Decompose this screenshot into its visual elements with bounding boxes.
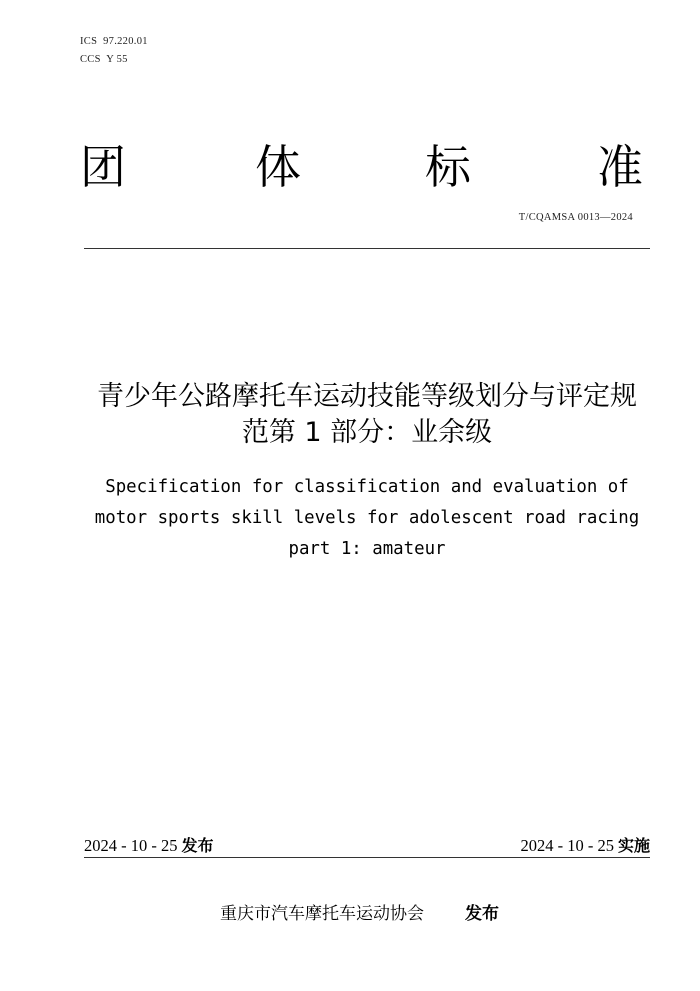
english-title-line-1: Specification for classification and evaluation of	[105, 477, 629, 497]
standard-type-char-4: 准	[597, 140, 643, 194]
implement-date-value: 2024 - 10 - 25	[520, 836, 614, 855]
publisher-action: 发布	[465, 904, 499, 924]
publish-date-label: 发布	[181, 836, 214, 855]
header-divider	[84, 248, 650, 249]
footer-divider	[84, 857, 650, 858]
standard-type-char-2: 体	[255, 140, 301, 194]
chinese-title-line-1: 青少年公路摩托车运动技能等级划分与评定规	[97, 381, 637, 412]
standard-type-char-1: 团	[80, 140, 126, 194]
chinese-title-line-2: 范第 1 部分：业余级	[241, 417, 493, 448]
publish-date	[84, 836, 214, 855]
implement-date	[520, 836, 650, 855]
english-title-line-2: motor sports skill levels for adolescent road racing	[94, 508, 640, 528]
implement-date-label: 实施	[617, 836, 650, 855]
english-title-line-3: part 1: amateur	[288, 539, 446, 559]
standard-number: T/CQAMSA 0013—2024	[518, 212, 633, 223]
ccs-code: CCS Y 55	[80, 54, 128, 65]
ics-code: ICS 97.220.01	[80, 36, 148, 47]
publish-date-value: 2024 - 10 - 25	[84, 836, 178, 855]
publisher-name: 重庆市汽车摩托车运动协会	[220, 904, 424, 924]
standard-type-char-3: 标	[425, 140, 471, 194]
